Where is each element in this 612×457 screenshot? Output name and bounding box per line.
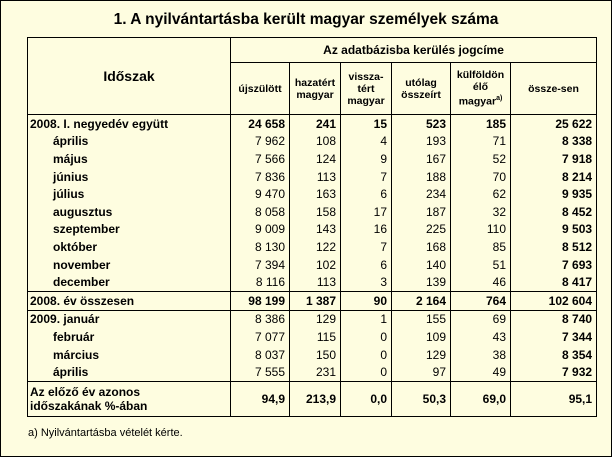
table-row — [28, 256, 597, 274]
column-header-line: hazatért — [294, 76, 336, 89]
percent-label-line: Az előző év azonos — [30, 384, 141, 399]
cell-value: 24 658 — [231, 115, 290, 133]
percent-value: 213,9 — [290, 381, 341, 416]
cell-value: 158 — [290, 203, 341, 221]
row-label: 2008. I. negyedév együtt — [28, 115, 231, 133]
column-header — [341, 63, 392, 115]
cell-value: 185 — [451, 115, 511, 133]
cell-value: 764 — [451, 291, 511, 310]
table-row — [28, 115, 597, 133]
cell-value: 8 740 — [511, 310, 597, 328]
cell-value: 9 — [341, 150, 392, 168]
table-row — [28, 150, 597, 168]
cell-value: 8 452 — [511, 203, 597, 221]
column-header-line: tért — [357, 82, 375, 95]
cell-value: 8 058 — [231, 203, 290, 221]
cell-value: 7 932 — [511, 363, 597, 381]
cell-value: 163 — [290, 185, 341, 203]
cell-value: 129 — [290, 310, 341, 328]
cell-value: 115 — [290, 328, 341, 346]
group-header: Az adatbázisba kerülés jogcíme — [231, 38, 597, 63]
percent-value: 95,1 — [511, 381, 597, 416]
cell-value: 110 — [451, 221, 511, 239]
cell-value: 8 386 — [231, 310, 290, 328]
cell-value: 7 077 — [231, 328, 290, 346]
cell-value: 7 344 — [511, 328, 597, 346]
cell-value: 113 — [290, 273, 341, 291]
column-header-line: össze-sen — [528, 82, 579, 95]
footnote: a) Nyilvántartásba vételét kérte. — [28, 427, 183, 439]
cell-value: 241 — [290, 115, 341, 133]
column-header — [231, 63, 290, 115]
cell-value: 51 — [451, 256, 511, 274]
cell-value: 85 — [451, 238, 511, 256]
cell-value: 0 — [341, 346, 392, 364]
percent-value: 0,0 — [341, 381, 392, 416]
column-header — [511, 63, 597, 115]
table-row — [28, 310, 597, 328]
cell-value: 52 — [451, 150, 511, 168]
column-header-line: élő — [472, 81, 489, 94]
cell-value: 8 214 — [511, 168, 597, 186]
table-row — [28, 328, 597, 346]
cell-value: 150 — [290, 346, 341, 364]
column-header-line: magyar — [347, 94, 385, 107]
cell-value: 0 — [341, 363, 392, 381]
percent-row-label — [28, 381, 231, 416]
cell-value: 15 — [341, 115, 392, 133]
cell-value: 8 037 — [231, 346, 290, 364]
column-header-line: vissza- — [348, 70, 384, 83]
row-label: július — [28, 185, 231, 203]
column-header-line: összeírt — [401, 88, 441, 101]
table-row — [28, 133, 597, 151]
cell-value: 140 — [392, 256, 451, 274]
cell-value: 62 — [451, 185, 511, 203]
cell-value: 231 — [290, 363, 341, 381]
percent-value: 50,3 — [392, 381, 451, 416]
cell-value: 7 918 — [511, 150, 597, 168]
table-row — [28, 203, 597, 221]
row-label: 2009. január — [28, 310, 231, 328]
cell-value: 4 — [341, 133, 392, 151]
row-label: május — [28, 150, 231, 168]
cell-value: 97 — [392, 363, 451, 381]
column-header-line: újszülött — [238, 82, 282, 95]
row-label: szeptember — [28, 221, 231, 239]
cell-value: 113 — [290, 168, 341, 186]
cell-value: 234 — [392, 185, 451, 203]
cell-value: 109 — [392, 328, 451, 346]
row-label: 2008. év összesen — [28, 291, 231, 310]
row-label: augusztus — [28, 203, 231, 221]
column-header-line: magyar — [296, 88, 334, 101]
cell-value: 168 — [392, 238, 451, 256]
cell-value: 98 199 — [231, 291, 290, 310]
cell-value: 7 693 — [511, 256, 597, 274]
cell-value: 69 — [451, 310, 511, 328]
cell-value: 70 — [451, 168, 511, 186]
cell-value: 7 — [341, 238, 392, 256]
table-row — [28, 273, 597, 291]
cell-value: 6 — [341, 185, 392, 203]
row-label: június — [28, 168, 231, 186]
row-label: április — [28, 133, 231, 151]
column-header — [392, 63, 451, 115]
row-label: október — [28, 238, 231, 256]
cell-value: 139 — [392, 273, 451, 291]
row-label: november — [28, 256, 231, 274]
table-row — [28, 363, 597, 381]
column-header — [451, 63, 511, 115]
footnote-mark: a) — [496, 95, 503, 103]
cell-value: 8 130 — [231, 238, 290, 256]
row-label: december — [28, 273, 231, 291]
percent-row — [28, 381, 597, 416]
column-header — [290, 63, 341, 115]
percent-value: 94,9 — [231, 381, 290, 416]
cell-value: 187 — [392, 203, 451, 221]
cell-value: 8 512 — [511, 238, 597, 256]
cell-value: 7 555 — [231, 363, 290, 381]
cell-value: 38 — [451, 346, 511, 364]
cell-value: 167 — [392, 150, 451, 168]
cell-value: 143 — [290, 221, 341, 239]
cell-value: 7 — [341, 168, 392, 186]
cell-value: 155 — [392, 310, 451, 328]
period-header: Időszak — [28, 38, 231, 115]
cell-value: 102 — [290, 256, 341, 274]
cell-value: 25 622 — [511, 115, 597, 133]
cell-value: 523 — [392, 115, 451, 133]
cell-value: 1 — [341, 310, 392, 328]
cell-value: 188 — [392, 168, 451, 186]
table-row — [28, 291, 597, 310]
row-label: március — [28, 346, 231, 364]
table-row — [28, 346, 597, 364]
row-label: április — [28, 363, 231, 381]
table-row — [28, 221, 597, 239]
row-label: február — [28, 328, 231, 346]
percent-label-line: időszakának %-ában — [30, 398, 148, 413]
cell-value: 7 394 — [231, 256, 290, 274]
cell-value: 46 — [451, 273, 511, 291]
cell-value: 9 503 — [511, 221, 597, 239]
table-row — [28, 168, 597, 186]
cell-value: 225 — [392, 221, 451, 239]
table-row — [28, 185, 597, 203]
cell-value: 108 — [290, 133, 341, 151]
cell-value: 124 — [290, 150, 341, 168]
cell-value: 0 — [341, 328, 392, 346]
column-header-line: utólag — [405, 76, 437, 89]
cell-value: 7 836 — [231, 168, 290, 186]
cell-value: 102 604 — [511, 291, 597, 310]
cell-value: 9 935 — [511, 185, 597, 203]
cell-value: 2 164 — [392, 291, 451, 310]
cell-value: 8 338 — [511, 133, 597, 151]
cell-value: 90 — [341, 291, 392, 310]
cell-value: 49 — [451, 363, 511, 381]
cell-value: 122 — [290, 238, 341, 256]
cell-value: 8 116 — [231, 273, 290, 291]
table-row — [28, 238, 597, 256]
cell-value: 16 — [341, 221, 392, 239]
cell-value: 8 417 — [511, 273, 597, 291]
table-title: 1. A nyilvántartásba került magyar személyek száma — [113, 11, 499, 28]
percent-value: 69,0 — [451, 381, 511, 416]
cell-value: 32 — [451, 203, 511, 221]
statistics-table — [27, 37, 597, 417]
cell-value: 6 — [341, 256, 392, 274]
cell-value: 7 962 — [231, 133, 290, 151]
cell-value: 7 566 — [231, 150, 290, 168]
cell-value: 1 387 — [290, 291, 341, 310]
cell-value: 129 — [392, 346, 451, 364]
cell-value: 8 354 — [511, 346, 597, 364]
cell-value: 3 — [341, 273, 392, 291]
column-header-line: magyar — [458, 95, 497, 108]
cell-value: 71 — [451, 133, 511, 151]
cell-value: 9 009 — [231, 221, 290, 239]
cell-value: 43 — [451, 328, 511, 346]
cell-value: 17 — [341, 203, 392, 221]
column-header-line: külföldön — [456, 69, 505, 82]
cell-value: 9 470 — [231, 185, 290, 203]
cell-value: 193 — [392, 133, 451, 151]
